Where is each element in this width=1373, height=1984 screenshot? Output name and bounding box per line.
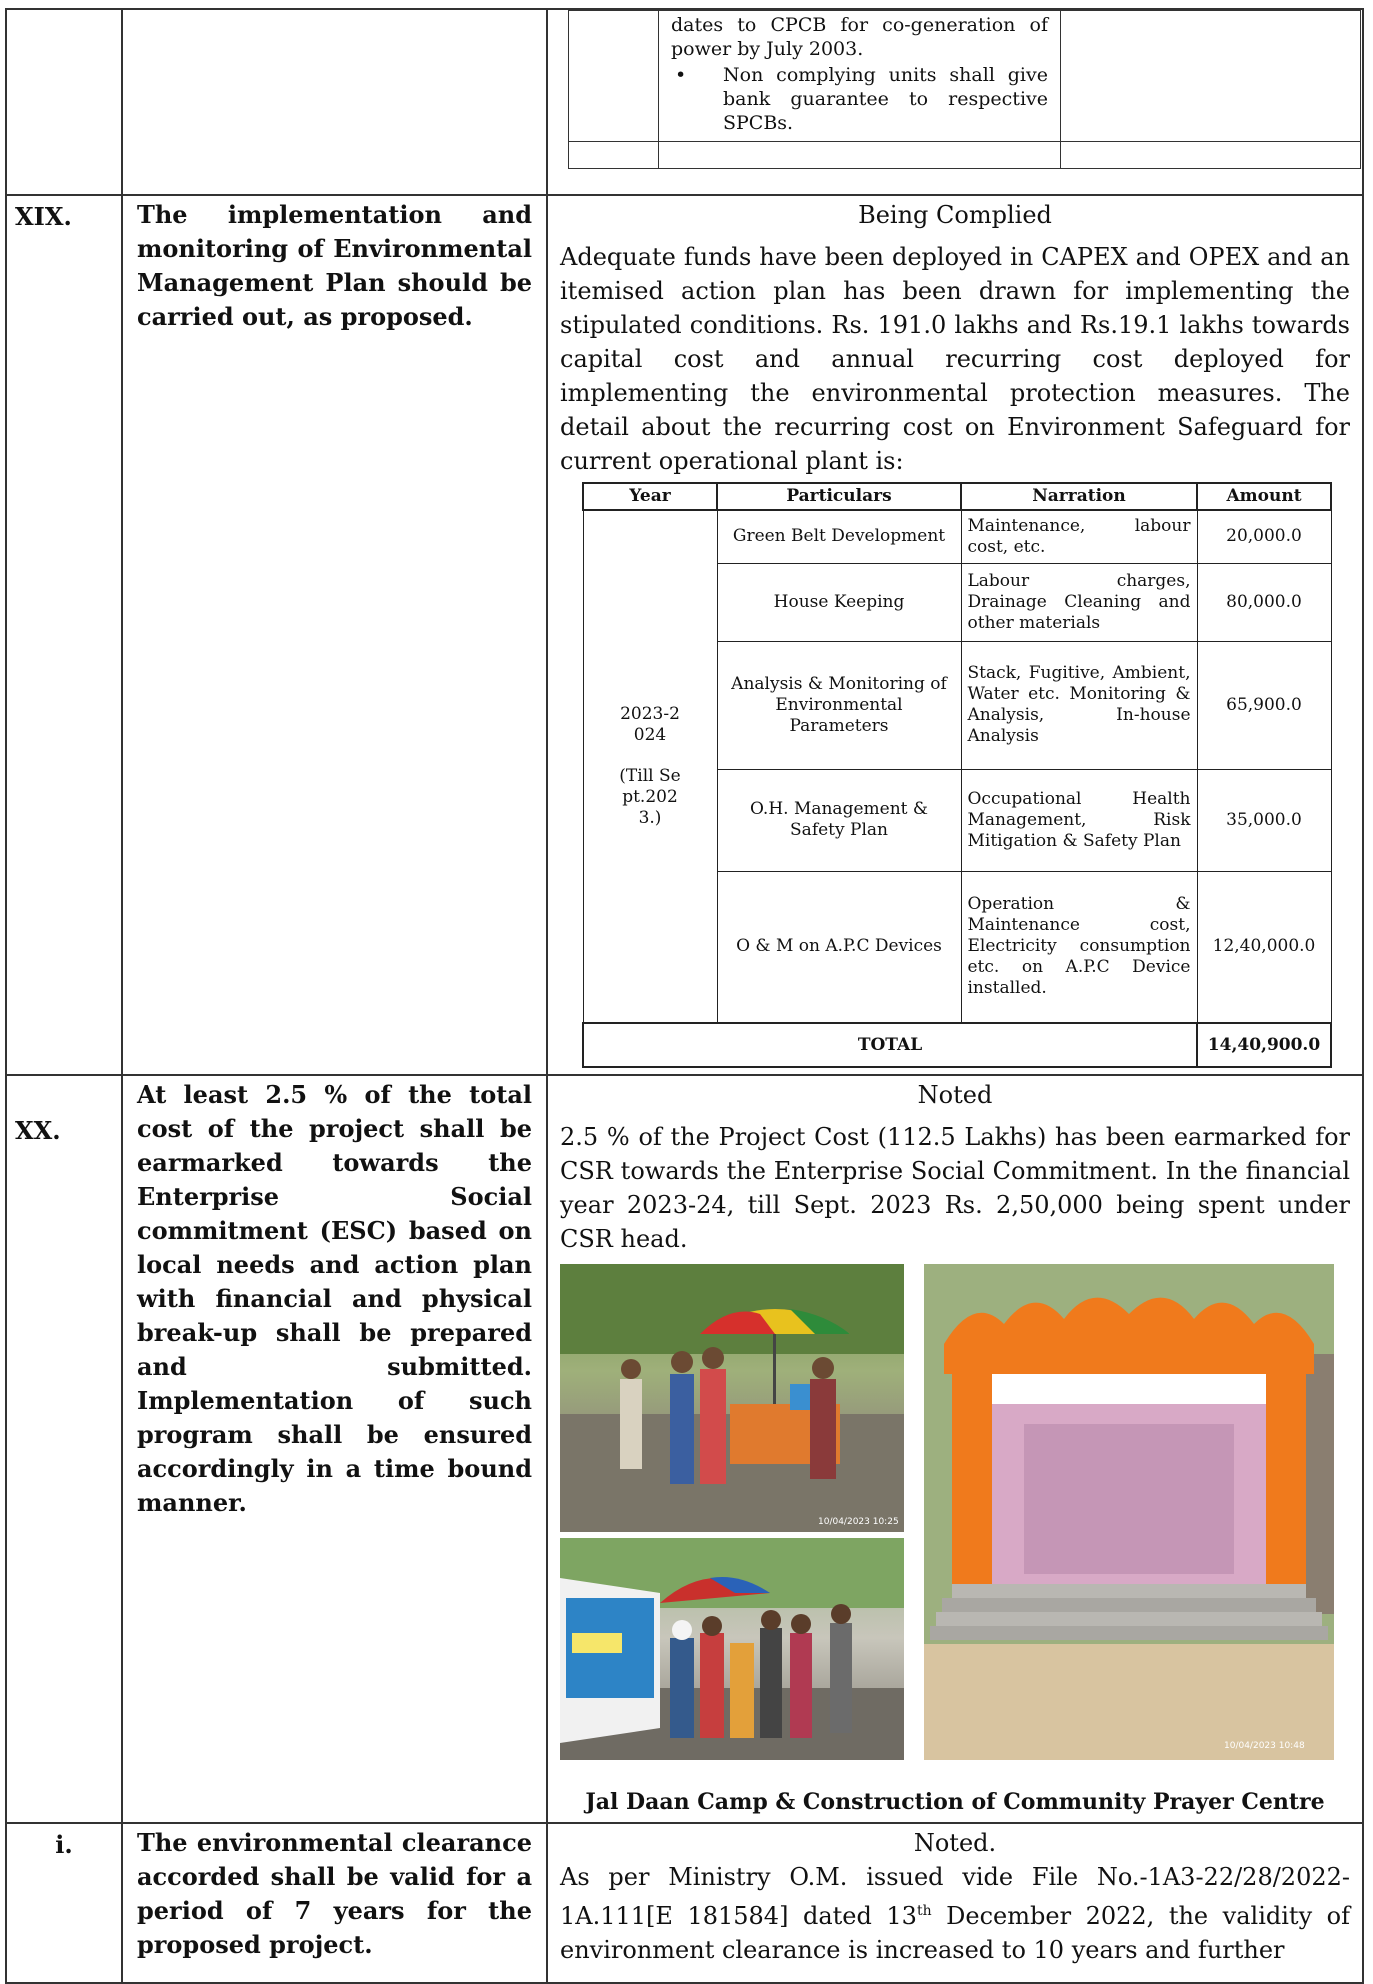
- community-prayer-centre-photo: [924, 1264, 1334, 1760]
- bullet-icon: •: [675, 64, 687, 86]
- total-row: [583, 1023, 1331, 1067]
- response-cell: [547, 1823, 1363, 1983]
- document-page: [5, 8, 1366, 1964]
- photo-3-date-stamp: 10/04/2023 10:48: [1224, 1741, 1305, 1751]
- continuation-response-cell: [547, 9, 1363, 195]
- amount-cell: 35,000.0: [1197, 769, 1331, 871]
- amount-cell: 20,000.0: [1197, 510, 1331, 563]
- continuation-nested-table: [568, 10, 1361, 169]
- response-text: 2.5 % of the Project Cost (112.5 Lakhs) has been earmarked for CSR towards the Enterprise Social Commitment. In the financial year 2023-24, till Sept. 2023 Rs. 2,50,000 being spent under CSR head.: [560, 1123, 1350, 1253]
- response-cell: [547, 195, 1363, 1075]
- year-note: (Till Sept.2023.): [619, 766, 681, 828]
- condition-row-xix: [6, 195, 1363, 1075]
- continuation-number-cell: [6, 9, 122, 195]
- year-value: 2023-2024: [620, 704, 680, 745]
- continuation-text: [659, 11, 1060, 141]
- cost-table-header: [583, 483, 1331, 510]
- compliance-status: Being Complied: [858, 201, 1052, 229]
- particulars-cell: O & M on A.P.C Devices: [717, 871, 961, 1023]
- jal-daan-camp-illustration-1: [560, 1264, 904, 1532]
- continuation-condition-cell: [122, 9, 547, 195]
- prayer-centre-illustration: [924, 1264, 1334, 1760]
- condition-text: The implementation and monitoring of Environmental Management Plan should be carried out, as proposed.: [122, 195, 547, 1075]
- header-narration: Narration: [961, 483, 1197, 510]
- recurring-cost-table: [582, 482, 1332, 1068]
- amount-cell: 65,900.0: [1197, 641, 1331, 769]
- particulars-cell: Analysis & Monitoring of Environmental Parameters: [717, 641, 961, 769]
- narration-cell: Stack, Fugitive, Ambient, Water etc. Monitoring & Analysis, In-house Analysis: [961, 641, 1197, 769]
- response-text: [560, 1860, 1350, 1967]
- header-amount: Amount: [1197, 483, 1331, 510]
- compliance-table: [5, 8, 1364, 1984]
- jal-daan-camp-photo-2: [560, 1538, 904, 1760]
- response-text-start: As per Ministry O.M. issued vide File No.-1A3-22/28/2022-1A.111[E 181584] dated 13: [560, 1863, 1350, 1930]
- condition-row-xx: [6, 1075, 1363, 1823]
- response-superscript: th: [916, 1903, 932, 1919]
- continuation-text-line: dates to CPCB for co-generation of power by July 2003.: [671, 14, 1048, 60]
- year-cell: [583, 510, 717, 1023]
- continuation-bullet-text: Non complying units shall give bank guarantee to respective SPCBs.: [723, 64, 1048, 134]
- response-cell: [547, 1075, 1363, 1823]
- response-text: Adequate funds have been deployed in CAPEX and OPEX and an itemised action plan has been drawn for implementing the stipulated conditions. Rs. 191.0 lakhs and Rs.19.1 lakhs towards capital cost and annual recurring cost deployed for implementing the environmental protection measures. The detail about the recurring cost on Environment Safeguard for current operational plant is:: [560, 243, 1350, 475]
- photo-caption: Jal Daan Camp & Construction of Community Prayer Centre: [585, 1789, 1325, 1815]
- narration-cell: Maintenance, labour cost, etc.: [961, 510, 1197, 563]
- particulars-cell: House Keeping: [717, 563, 961, 641]
- csr-photos: [560, 1264, 1350, 1784]
- condition-number: XX.: [6, 1075, 122, 1823]
- particulars-cell: O.H. Management & Safety Plan: [717, 769, 961, 871]
- narration-cell: Operation & Maintenance cost, Electricity consumption etc. on A.P.C Device installed.: [961, 871, 1197, 1023]
- compliance-status: Noted.: [913, 1829, 997, 1857]
- compliance-status: Noted: [917, 1081, 993, 1109]
- condition-text: The environmental clearance accorded shall be valid for a period of 7 years for the proposed project.: [122, 1823, 547, 1983]
- header-particulars: Particulars: [717, 483, 961, 510]
- continuation-bullet: [671, 63, 1048, 135]
- amount-cell: 12,40,000.0: [1197, 871, 1331, 1023]
- total-label: TOTAL: [583, 1023, 1197, 1067]
- header-year: Year: [583, 483, 717, 510]
- condition-row-i: [6, 1823, 1363, 1983]
- particulars-cell: Green Belt Development: [717, 510, 961, 563]
- amount-cell: 80,000.0: [1197, 563, 1331, 641]
- condition-number: XIX.: [6, 195, 122, 1075]
- condition-text: At least 2.5 % of the total cost of the project shall be earmarked towards the Enterprise Social commitment (ESC) based on local needs and action plan with financial and physical break-up shall be prepared and submitted. Implementation of such program shall be ensured accordingly in a time bound manner.: [122, 1075, 547, 1823]
- total-amount: 14,40,900.0: [1197, 1023, 1331, 1067]
- jal-daan-camp-illustration-2: [560, 1538, 904, 1760]
- narration-cell: Occupational Health Management, Risk Mitigation & Safety Plan: [961, 769, 1197, 871]
- continuation-row: [6, 9, 1363, 195]
- photo-1-date-stamp: 10/04/2023 10:25: [818, 1517, 899, 1527]
- narration-cell: Labour charges, Drainage Cleaning and other materials: [961, 563, 1197, 641]
- response-text-end: December 2022, the validity of environment clearance is increased to 10 years and further: [560, 1902, 1350, 1964]
- table-row: [583, 510, 1331, 563]
- condition-number: i.: [6, 1823, 122, 1983]
- jal-daan-camp-photo-1: [560, 1264, 904, 1532]
